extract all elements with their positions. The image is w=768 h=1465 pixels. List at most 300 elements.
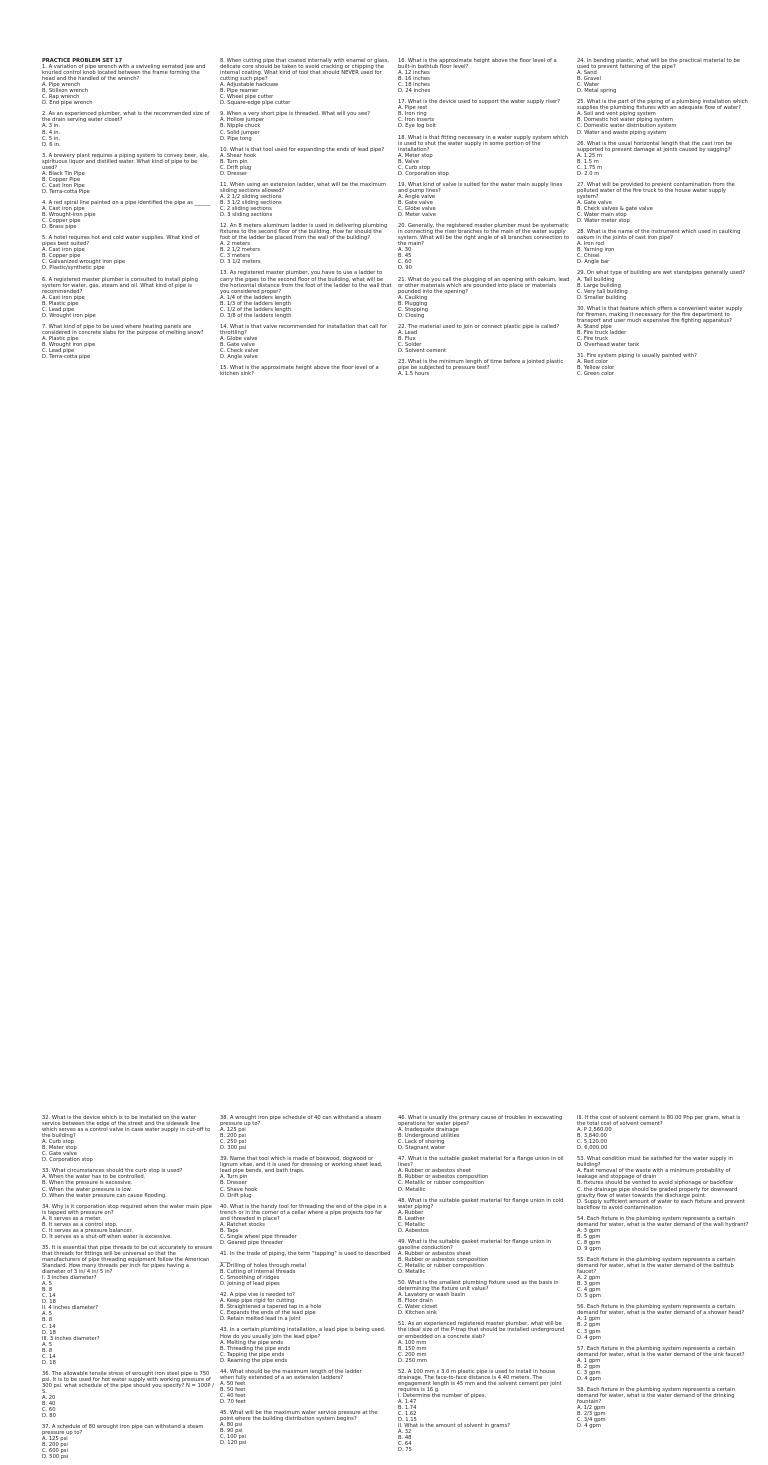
answer-option: D. 3 1/2 meters	[220, 259, 261, 266]
answer-option: D. 3/8 of the ladders length	[220, 312, 292, 319]
answer-option: A. Angle valve	[398, 193, 436, 200]
answer-option: C. When the water pressure is low.	[42, 1186, 132, 1193]
answer-option: D. Corporation stop	[42, 1157, 93, 1164]
answer-option: B. Cutting of internal threads	[220, 1269, 296, 1276]
column-8	[577, 1115, 749, 1434]
answer-option: A. Stand pipe	[577, 323, 612, 330]
question-block	[577, 270, 749, 300]
question-block	[42, 111, 214, 147]
answer-option: C. Expands the ends of the lead pipe	[220, 1310, 316, 1317]
answer-option: A. 5	[42, 1311, 53, 1318]
answer-option: D. Geared pipe threader	[220, 1239, 284, 1246]
answer-option: C. Water	[577, 82, 600, 89]
answer-option: D. Corporation stop	[398, 170, 449, 177]
answer-option: D. Terra-cotta pipe	[42, 354, 91, 361]
answer-option: A. Keep pipe rigid for cutting	[220, 1298, 295, 1305]
question-block	[42, 1115, 214, 1163]
question-block	[42, 200, 214, 230]
answer-option: A. 125 psi	[220, 1127, 246, 1134]
question-text: 40. What is the handy tool for threading the end of the pipe in a trench or in the corner of a cellar where a pipe projects too far and threaded in place?	[220, 1203, 389, 1222]
question-text: 43. In a certain plumbing installation, a lead pipe is being used. How do you usually join the lead pipe?	[220, 1327, 388, 1340]
question-text: 29. On what type of building are wet standpipes generally used?	[577, 270, 745, 277]
question-text: 10. What is that tool used for expanding the ends of lead pipe?	[220, 146, 385, 153]
question-text: 6. A registered master plumber is consulted to install piping system for water, gas, steam and oil. What kind of pipe is recommended?	[42, 276, 200, 295]
question-block	[577, 1387, 749, 1429]
question-text: 39. Name that tool which is made of boxwood, dogwood or lignum vitae, and it is used for dressing or working sheet lead, lead pipe bends, and bath traps.	[220, 1156, 385, 1175]
question-block	[398, 58, 570, 94]
question-block	[398, 135, 570, 177]
question-block	[398, 1280, 570, 1316]
answer-option: D. Asbestos	[398, 1227, 429, 1234]
answer-option: B. Domestic hot water piping system	[577, 117, 673, 124]
question-text: 22. The material used to join or connect plastic pipe is called?	[398, 323, 560, 330]
answer-option: D. Stagnant water	[398, 1145, 446, 1152]
answer-option: A. 1.47	[398, 1398, 417, 1405]
answer-option: C. 3 gpm	[577, 1369, 601, 1376]
answer-option: D. Metallic	[398, 1269, 426, 1276]
answer-option: D. Angle valve	[220, 354, 258, 361]
answer-option: C. 100 psi	[220, 1434, 246, 1441]
answer-option: B. Wrought-iron pipe	[42, 212, 96, 219]
answer-option: B. 150 mm	[398, 1345, 427, 1352]
answer-option: D. Drift plug	[220, 1192, 252, 1199]
answer-option: B. 50 feet	[220, 1386, 246, 1393]
question-block	[398, 1369, 570, 1454]
answer-option: C. Water main stop	[577, 212, 627, 219]
answer-option: B. 48	[398, 1435, 412, 1442]
answer-option: C. 14	[42, 1353, 56, 1360]
question-text: 3. A brewery plant requires a piping system to convey beer, ale, spirituous liquor and distilled water. What kind of pipe to be used?	[42, 152, 211, 171]
question-block	[398, 182, 570, 218]
answer-option: I. 3 inches diameter?	[42, 1275, 97, 1282]
answer-option: A. When the water has to be controlled.	[42, 1174, 146, 1181]
question-text: 14. What is that valve recommended for installation that call for throttling?	[220, 323, 389, 336]
document-title: PRACTICE PROBLEM SET 17	[42, 58, 123, 64]
question-text: 35. It is essential that pipe threads to be cut accurately to ensure that threads for fittings will be universal so that the manufacturers of pipe threading equipment follow the American Standard. How many threads per inch for pipes having a diameter of 3 in/ 4 in/ 5 in?	[42, 1244, 215, 1276]
question-text: III. If the cost of solvent cement is 80.00 Php per gram, what is the total cost of solvent cement?	[577, 1115, 742, 1128]
answer-option: A. 20	[42, 1395, 56, 1402]
answer-option: B. 3 1/2 sliding sections	[220, 199, 282, 206]
question-text: 9. When a very short pipe is threaded. What will you see?	[220, 111, 371, 118]
answer-option: B. Gravel	[577, 76, 601, 83]
answer-option: B. 3,840.00	[577, 1133, 607, 1140]
answer-option: D. 9 gpm	[577, 1245, 601, 1252]
answer-option: A. Soil and vent piping system	[577, 111, 656, 118]
answer-option: B. 45	[398, 253, 412, 260]
answer-option: B. 200 psi	[220, 1133, 246, 1140]
answer-option: A. Iron rod	[577, 241, 604, 248]
question-text: 11. When using an extension ladder, what will be the maximum sliding sections allowed?	[220, 181, 388, 194]
answer-option: A. 2 gpm	[577, 1275, 601, 1282]
answer-option: D. Closing	[398, 312, 425, 319]
answer-option: C. Check valve	[220, 348, 259, 355]
question-text: 36. The allowable tensile stress of wrought iron steel pipe is 750 psi. It is to be used for hot water supply with working pressure of 300 psi. what schedule of the pipe should you specify? N = 100P / S.	[42, 1370, 216, 1395]
question-text: 58. Each fixture in the plumbing system represents a certain demand for water, what is the water demand of the drinking fountain?	[577, 1386, 737, 1405]
answer-option: D. Solvent cement	[398, 348, 447, 355]
answer-option: D. 90	[398, 265, 412, 272]
answer-option: C. 250 psi	[220, 1139, 246, 1146]
answer-option: A. 100 mm	[398, 1339, 427, 1346]
answer-option: B. 3 gpm	[577, 1281, 601, 1288]
question-text: 18. What is that fitting necessary in a water supply system which is used to shut the water supply in some portion of the installation?	[398, 134, 570, 153]
question-block	[42, 235, 214, 271]
question-block	[220, 1327, 392, 1363]
question-block	[577, 141, 749, 177]
question-text: 28. What is the name of the instrument which used in caulking oakum in the joints of cast iron pipe?	[577, 229, 743, 242]
answer-option: A. 1 gpm	[577, 1357, 601, 1364]
question-text: 2. As an experienced plumber, what is the recommended size of the drain serving water closet?	[42, 111, 212, 124]
answer-option: A. 1/4 of the ladders length	[220, 294, 291, 301]
answer-option: C. Curb stop	[398, 164, 431, 171]
answer-option: B. 40	[42, 1401, 56, 1408]
answer-option: A. 50 feet	[220, 1380, 246, 1387]
answer-option: C. Solder	[398, 341, 422, 348]
answer-option: C. 600 psi	[42, 1448, 68, 1455]
answer-option: D. 300 psi	[220, 1145, 247, 1152]
answer-option: D. Metal spring	[577, 88, 617, 95]
question-block	[577, 229, 749, 265]
answer-option: C. Stopping	[398, 306, 429, 313]
answer-option: B. It serves as a control stop.	[42, 1221, 118, 1228]
answer-option: D. When the water pressure can cause flooding.	[42, 1192, 167, 1199]
answer-option: A. Pipe wrench	[42, 82, 81, 89]
column-2	[220, 58, 392, 406]
answer-option: B. Gate valve	[398, 199, 433, 206]
question-text: 55. Each fixture in the plumbing system represents a certain demand for water, what is the water demand of the bathtub faucet?	[577, 1256, 737, 1276]
question-text: 24. In bending plastic, what will be the practical material to be used to prevent fattening of the pipe?	[577, 58, 742, 71]
answer-option: A. 1 gpm	[577, 1316, 601, 1323]
answer-option: B. Plastic pipe	[42, 300, 79, 307]
question-block	[398, 223, 570, 271]
answer-option: D. Square-edge pipe cutter	[220, 100, 291, 107]
answer-option: C. Galvanized wrought iron pipe	[42, 259, 126, 266]
answer-option: A. 2 1/2 sliding sections	[220, 193, 282, 200]
answer-option: B. Stillson wrench	[42, 88, 89, 95]
question-text: 50. What is the smallest plumbing fixture used as the basis in determining the fixture unit value?	[398, 1280, 561, 1293]
question-text: 44. What should be the maximum length of the ladder	[220, 1368, 362, 1375]
question-text: 37. A schedule of 80 wrought iron pipe can withstand a steam pressure up to?	[42, 1424, 206, 1437]
answer-option: C. Copper pipe	[42, 218, 81, 225]
answer-option: C. Lead pipe	[42, 348, 75, 355]
answer-option: A. Cast iron pipe	[42, 247, 85, 254]
answer-option: A. Fast removal of the waste with a minimum probability of leakage and stoppage of drain	[577, 1168, 733, 1181]
answer-option: D. 6,000.00	[577, 1145, 608, 1152]
answer-option: C. 60	[42, 1407, 56, 1414]
answer-option: C. 1/2 of the ladders length	[220, 306, 292, 313]
question-block	[577, 306, 749, 348]
question-block	[398, 1156, 570, 1192]
answer-option: A. Hollow jumper	[220, 117, 265, 124]
question-block	[220, 1115, 392, 1151]
question-text: 25. What is the part of the piping of a plumbing installation which supplies the plumbing fixtures with an adequate flow of water?	[577, 99, 750, 112]
question-block	[577, 182, 749, 224]
answer-option: C. 1.75 m	[577, 164, 603, 171]
answer-option: D. 120 psi	[220, 1440, 247, 1447]
answer-option: D. Reaming the pipe ends	[220, 1357, 288, 1364]
question-block	[42, 1245, 214, 1366]
column-6	[220, 1115, 392, 1451]
answer-option: D. Joining of lead pipes	[220, 1281, 280, 1288]
answer-option: D. Water meter stop	[577, 218, 630, 225]
answer-option: C. Metallic	[398, 1221, 425, 1228]
answer-option: A. Gate valve	[577, 199, 612, 206]
answer-option: D. 500 psi	[42, 1454, 69, 1461]
answer-option: D. Wrought iron pipe	[42, 312, 96, 319]
answer-option: C. Chisel	[577, 253, 600, 260]
answer-option: C. 5,120.00	[577, 1139, 608, 1146]
question-block	[220, 1292, 392, 1322]
answer-option: B. Wrought iron pipe	[42, 341, 96, 348]
answer-option: B. Copper pipe	[42, 253, 81, 260]
question-text: 1. A variation of pipe wrench with a swiveling serrated jaw and knurled control knob located between the frame forming the head and the handled of the wrench?	[42, 64, 208, 83]
answer-option: B. Turn pin	[220, 158, 248, 165]
answer-option: C. Shave hook	[220, 1186, 258, 1193]
answer-option: A. 125 psi	[42, 1436, 68, 1443]
column-1	[42, 58, 214, 365]
question-text: 16. What is the approximate height above the floor level of a built-in bathtub floor level?	[398, 58, 559, 71]
answer-option: B. Dresser	[220, 1180, 247, 1187]
question-text: 33. What circumstances should the curb stop is used?	[42, 1168, 183, 1175]
answer-option: D. 5 gpm	[577, 1293, 601, 1300]
answer-option: C. Lead pipe	[42, 306, 75, 313]
answer-option: III. 3 inches diameter?	[42, 1335, 100, 1342]
answer-option: C. Metallic or rubber composition	[398, 1180, 485, 1187]
answer-option: A. 5	[42, 1341, 53, 1348]
answer-option: D. Retain melted lead in a joint	[220, 1316, 301, 1323]
answer-option: C. 3 gpm	[577, 1328, 601, 1335]
answer-option: A. 5	[42, 1281, 53, 1288]
answer-option: A. Lavatory or wash basin	[398, 1292, 466, 1299]
answer-option: D. 80	[42, 1413, 56, 1420]
question-block	[577, 1346, 749, 1382]
answer-option: B. 2 gpm	[577, 1322, 601, 1329]
question-block	[42, 277, 214, 319]
answer-option: D. 18	[42, 1329, 56, 1336]
answer-option: when fully extended of a an extension ladders?	[220, 1374, 344, 1381]
answer-option: A. 1.5 hours	[398, 371, 430, 378]
answer-option: D. 4 gpm	[577, 1423, 601, 1430]
answer-option: C. Single wheel pipe threader	[220, 1233, 297, 1240]
question-block	[220, 58, 392, 106]
answer-option: A. 3 gpm	[577, 1227, 601, 1234]
answer-option: B. 8	[42, 1317, 53, 1324]
question-text: 7. What kind of pipe to be used where heating panels are considered in concrete slabs for the purpose of melting snow?	[42, 323, 204, 336]
question-block	[220, 1204, 392, 1246]
answer-option: C. Smoothing of ridges	[220, 1275, 280, 1282]
answer-option: B. 90 psi	[220, 1428, 243, 1435]
answer-option: A. Drilling of holes through metal	[220, 1263, 306, 1270]
question-text: 49. What is the suitable gasket material for flange union in gasoline conduction?	[398, 1238, 553, 1251]
answer-option: C. 2 sliding sections	[220, 206, 272, 213]
question-block	[398, 277, 570, 319]
answer-option: B. Fire truck ladder	[577, 329, 627, 336]
answer-option: D. 18	[42, 1359, 56, 1366]
question-block	[220, 182, 392, 218]
question-text: 38. A wrought iron pipe schedule of 40 can withstand a steam pressure up to?	[220, 1115, 384, 1128]
question-text: 31. Fire system piping is usually painted with?	[577, 353, 697, 360]
answer-option: B. 5 gpm	[577, 1233, 601, 1240]
answer-option: B. 8	[42, 1347, 53, 1354]
answer-option: D. Dresser	[220, 170, 248, 177]
answer-option: C. Tapping the pipe ends	[220, 1351, 285, 1358]
answer-option: C. Drift plug	[220, 164, 252, 171]
question-block	[398, 1239, 570, 1275]
answer-option: C. Wheel pipe cutter	[220, 94, 274, 101]
question-block	[220, 1369, 392, 1405]
question-text: 21. What do you call the plugging of an opening with oakum, lead or other materials which are pounded into place or materials pounded into the opening?	[398, 276, 572, 295]
answer-option: B. 1/3 of the ladders length	[220, 300, 292, 307]
question-block	[398, 1321, 570, 1363]
question-text: 45. What will be the maximum water service pressure at the point where the building distribution system begins?	[220, 1410, 380, 1423]
answer-option: B. 16 inches	[398, 76, 430, 83]
answer-option: D. Pipe tong	[220, 135, 252, 142]
answer-option: B. Valve	[398, 158, 419, 165]
question-text: 41. In the trade of piping, the term "tapping" is used to described ____.	[220, 1250, 393, 1263]
answer-option: B. 1.74	[398, 1405, 417, 1412]
answer-option: B. Yarning iron	[577, 247, 615, 254]
answer-option: C. 14	[42, 1293, 56, 1300]
answer-option: B. Meter stop	[42, 1145, 77, 1152]
answer-option: D. 4 gpm	[577, 1375, 601, 1382]
answer-option: D. Smaller building	[577, 294, 627, 301]
question-text: 15. What is the approximate height above the floor level of a kitchen sink?	[220, 365, 381, 378]
answer-option: B. Underground utilities	[398, 1133, 460, 1140]
answer-option: D. Terra-cotta Pipe	[42, 188, 90, 195]
answer-option: A. Sand	[577, 70, 597, 77]
question-block	[577, 58, 749, 94]
answer-option: B. Straightened a tapered tap in a hole	[220, 1304, 322, 1311]
question-block	[220, 223, 392, 265]
question-text: 54. Each fixture in the plumbing system represents a certain demand for water, what is the water demand of the wall hydrant?	[577, 1215, 749, 1228]
question-block	[220, 1156, 392, 1198]
answer-option: C. Water closet	[398, 1304, 438, 1311]
answer-option: A. Inadequate drainage	[398, 1127, 459, 1134]
answer-option: B. Yellow color	[577, 365, 615, 372]
answer-option: C. 14	[42, 1323, 56, 1330]
question-block	[220, 111, 392, 141]
answer-option: A. Rubber	[398, 1209, 424, 1216]
answer-option: A. Turn pin	[220, 1174, 248, 1181]
question-block	[577, 1156, 749, 1210]
answer-option: C. Domestic water distribution system	[577, 123, 677, 130]
question-text: 52. A 100 mm x 3.0 m plastic pipe is used to install in house drainage. The face-to-face distance is 4.40 meters. The engagement length is 45 mm and the solvent cement per joint requires is 16 g.	[398, 1368, 564, 1393]
answer-option: D. 250 mm	[398, 1357, 427, 1364]
question-block	[220, 1251, 392, 1287]
question-block	[577, 1257, 749, 1299]
answer-option: A. Melting the pipe ends	[220, 1339, 284, 1346]
answer-option: B. 4 in.	[42, 129, 61, 136]
answer-option: B. 1.5 m	[577, 158, 599, 165]
answer-option: D. 24 inches	[398, 88, 431, 95]
answer-option: B. Gate valve	[220, 341, 255, 348]
answer-option: B. 8	[42, 1287, 53, 1294]
answer-option: D. Metallic	[398, 1186, 426, 1193]
question-text: 53. What condition must be satisfied for the water supply in building?	[577, 1156, 735, 1169]
question-text: 23. What is the minimum length of time before a jointed plastic pipe be subjected to pressure test?	[398, 359, 565, 372]
answer-option: A. Black Tin Pipe	[42, 170, 85, 177]
answer-option: D. End pipe wrench	[42, 100, 93, 107]
answer-option: A. 12 inches	[398, 70, 430, 77]
answer-option: B. 2/3 gpm	[577, 1411, 606, 1418]
answer-option: D. 6 in.	[42, 141, 61, 148]
answer-option: A. Ratchet stocks	[220, 1221, 265, 1228]
answer-option: B. When the pressure is excessive.	[42, 1180, 133, 1187]
question-text: 56. Each fixture in the plumbing system represents a certain demand for water, what is the water demand of a shower head?	[577, 1304, 745, 1317]
question-text: 46. What is usually the primary cause of troubles in excavating operations for water pipes?	[398, 1115, 564, 1128]
answer-option: C. Solid jumper	[220, 129, 260, 136]
question-text: 13. As registered master plumber, you have to use a ladder to carry the pipes to the second floor of the building, what will be the horizontal distance from the foot of the ladder to the wall that you considered proper?	[220, 270, 394, 295]
answer-option: C. It serves as a pressure balancer.	[42, 1227, 133, 1234]
answer-option: D. 3 sliding sections	[220, 212, 273, 219]
answer-option: A. 32	[398, 1429, 412, 1436]
answer-option: D. Plastic/synthetic pipe	[42, 265, 105, 272]
answer-option: B. Rubber or asbestos composition	[398, 1174, 489, 1181]
answer-option: C. 64	[398, 1441, 412, 1448]
answer-option: D. 4 gpm	[577, 1334, 601, 1341]
answer-option: D. 70 feet	[220, 1398, 246, 1405]
question-text: 57. Each fixture in the plumbing system represents a certain demand for water, what is the water demand of the sink faucet?	[577, 1345, 745, 1358]
answer-option: A. Cast iron pipe	[42, 294, 85, 301]
answer-option: B. Nipple chuck	[220, 123, 261, 130]
answer-option: A. Globe valve	[220, 335, 258, 342]
answer-option: II. 4 inches diameter?	[42, 1305, 98, 1312]
answer-option: A. Rubber or asbestos sheet	[398, 1250, 471, 1257]
answer-option: D. 2.0 m	[577, 170, 600, 177]
answer-option: A. Tall building	[577, 276, 615, 283]
answer-option: B. 200 psi	[42, 1442, 68, 1449]
answer-option: A. 80 psi	[220, 1422, 243, 1429]
question-text: 12. An 8 meters aluminum ladder is used in delivering plumbing fixtures to the second floor of the building. How far should the foot of the ladder be placed from the wall of the building?	[220, 223, 389, 242]
answer-option: D. Eye log bolt	[398, 123, 436, 130]
answer-option: B. 2 gpm	[577, 1363, 601, 1370]
question-text: 19. What kind of valve is suited for the water main supply lines and pump lines?	[398, 181, 564, 194]
answer-option: B. Copper Pipe	[42, 176, 81, 183]
answer-option: I. Determine the number of pipes.	[398, 1392, 487, 1399]
answer-option: C. 18 inches	[398, 82, 430, 89]
answer-option: D. Angle bar	[577, 259, 610, 266]
answer-option: II. What is the amount of solvent in grams?	[398, 1423, 510, 1430]
answer-option: A. 1/2 gpm	[577, 1405, 606, 1412]
answer-option: B. Pipe reamer	[220, 88, 259, 95]
question-text: 8. When cutting pipe that coated internally with enamel or glass, delicate core should be taken to avoid cracking or chipping the internal coating. What kind of tool that should NEVER used for cutting such pipe?	[220, 58, 391, 83]
question-text: 32. What is the device which is to be installed on the water service between the edge of the street and the sidewalk line which serves as a control valve in case water supply in cut-off to the building?	[42, 1115, 212, 1140]
answer-option: B. Taps	[220, 1227, 239, 1234]
answer-option: C. Iron inserts	[398, 117, 435, 124]
question-text: 51. As an experienced registered master plumber, what will be the ideal size of the P-trap that should be installed underground or embedded on a concrete slab?	[398, 1321, 566, 1340]
answer-option: A. Meter stop	[398, 152, 433, 159]
answer-option: C. Gate valve	[42, 1151, 77, 1158]
answer-option: A. Red color	[577, 359, 609, 366]
question-text: 30. What is that feature which offers a convenient water supply for firemen, making it necessary for the fire department to transport and user much expensive fire fighting apparatus?	[577, 305, 745, 324]
answer-option: C. Fire truck	[577, 335, 609, 342]
answer-option: C. 3 meters	[220, 253, 251, 260]
answer-option: A. Pipe rest	[398, 105, 428, 112]
question-block	[42, 1168, 214, 1198]
answer-option: A. 3 in.	[42, 123, 61, 130]
answer-option: D. Supply sufficient amount of water to each fixture and prevent backflow to avoid contamination	[577, 1198, 747, 1211]
question-block	[220, 1410, 392, 1446]
answer-option: B. Iron ring	[398, 111, 427, 118]
answer-option: B. Floor drain	[398, 1298, 433, 1305]
answer-option: B. Threading the pipe ends	[220, 1345, 291, 1352]
answer-option: B. Check valves & gate valve	[577, 206, 653, 213]
question-block	[42, 324, 214, 360]
answer-option: A. Plastic pipe	[42, 335, 79, 342]
answer-option: C. Globe valve	[398, 206, 436, 213]
question-block	[220, 270, 392, 318]
answer-option: C. 4 gpm	[577, 1287, 601, 1294]
question-block	[577, 1304, 749, 1340]
